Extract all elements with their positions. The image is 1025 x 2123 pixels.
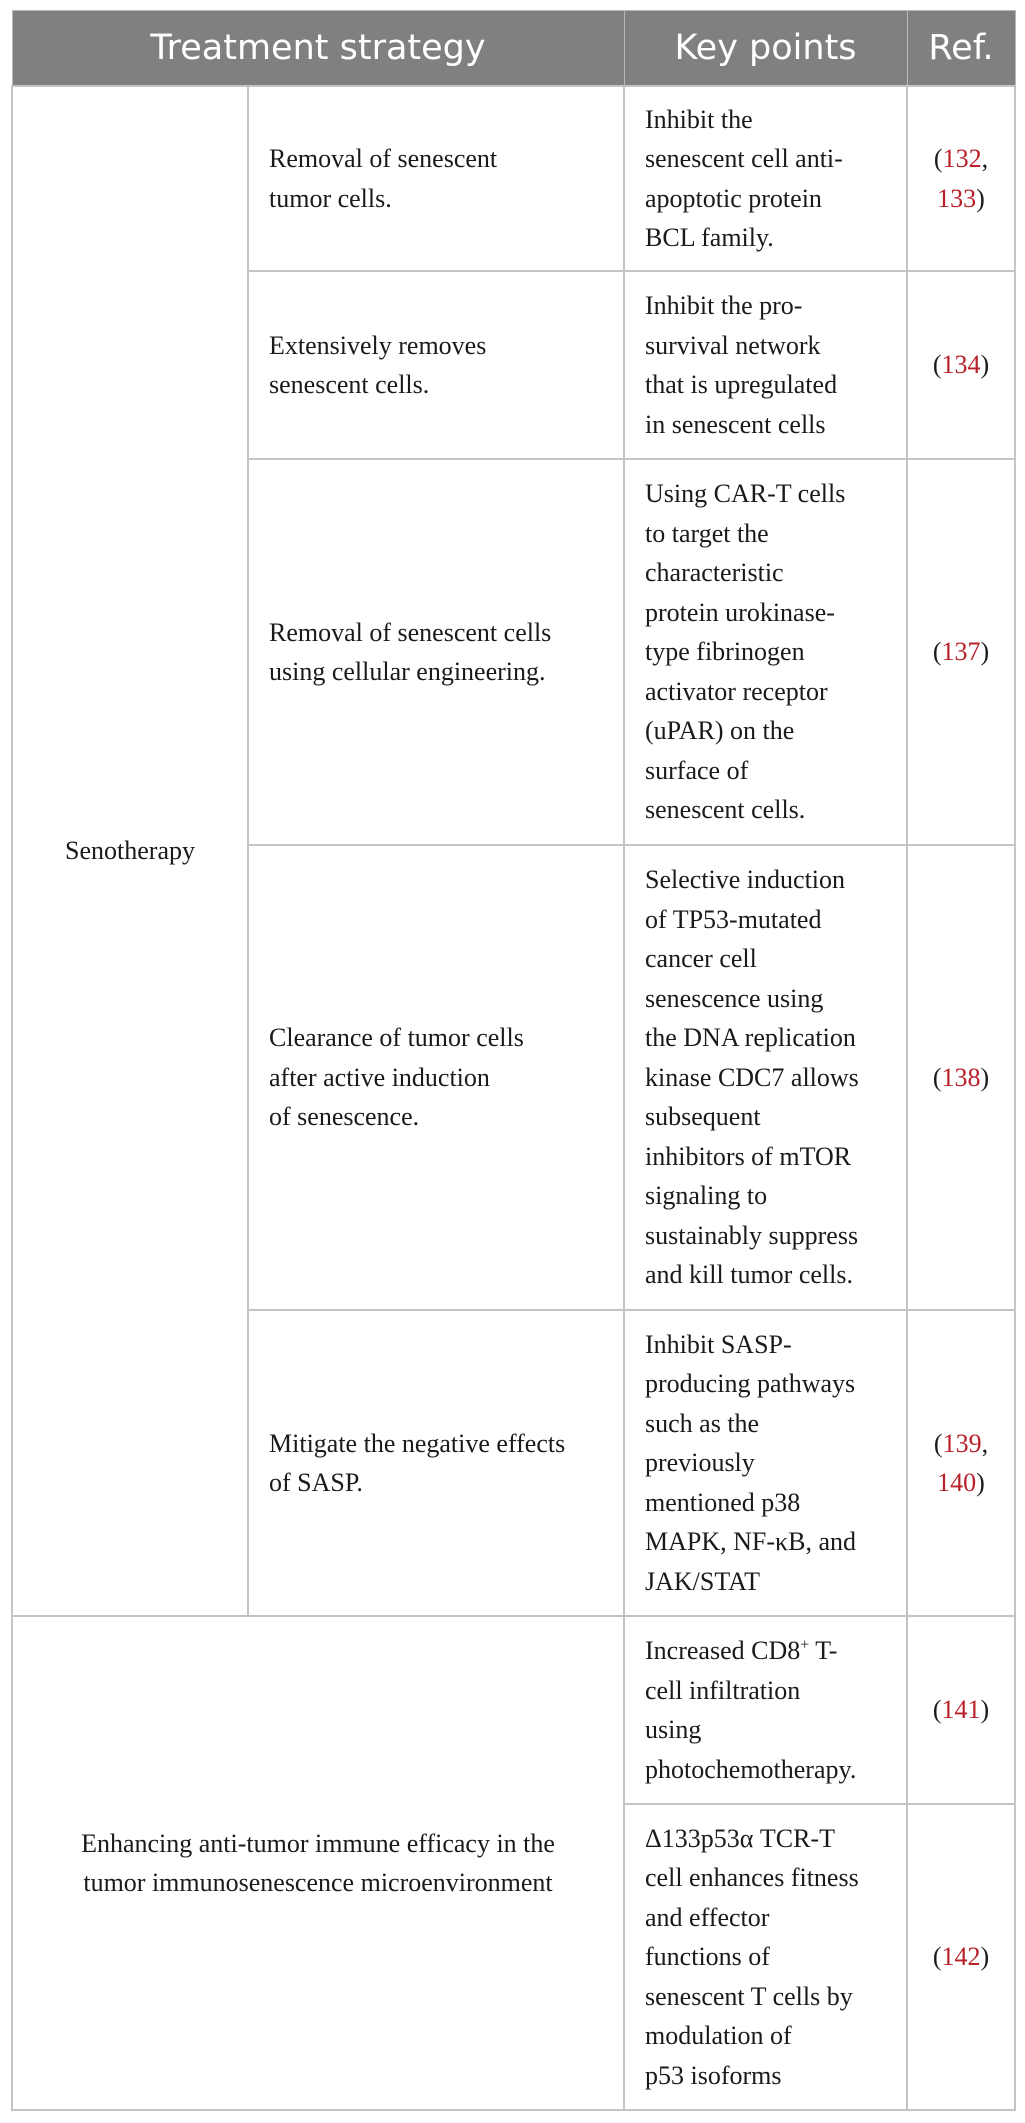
- ref-paren: (: [932, 637, 942, 667]
- ref-cell: [907, 459, 1015, 845]
- key-line: the DNA replication: [645, 1023, 856, 1053]
- ref-link[interactable]: 139: [942, 1428, 982, 1458]
- ref-paren: ): [980, 350, 990, 380]
- key-line: mentioned p38: [645, 1487, 801, 1517]
- table-row: [12, 1616, 1015, 1804]
- key-line: using: [645, 1715, 702, 1744]
- ref-link[interactable]: 132: [942, 144, 982, 173]
- ref-cell: [907, 1310, 1015, 1616]
- header-treatment-strategy: Treatment strategy: [12, 11, 624, 87]
- ref-paren: ): [980, 1062, 990, 1092]
- strategy-line: of senescence.: [269, 1102, 420, 1132]
- ref-paren: (: [933, 1428, 943, 1458]
- key-line: MAPK, NF-κB, and: [645, 1527, 857, 1557]
- table-row: [12, 86, 1015, 271]
- key-line: Inhibit the: [645, 104, 753, 134]
- key-line: (uPAR) on the: [645, 716, 795, 746]
- treatment-strategy-table: [11, 10, 1014, 2111]
- key-line: and kill tumor cells.: [645, 1260, 853, 1290]
- immune-label-line: tumor immunosenescence microenvironment: [83, 1868, 553, 1897]
- key-line: characteristic: [645, 558, 784, 588]
- ref-cell: [907, 86, 1015, 271]
- key-points-cell: [624, 1804, 907, 2110]
- key-text: Increased CD8: [645, 1636, 801, 1665]
- header-key-points: Key points: [624, 11, 907, 87]
- key-points-cell: [624, 271, 907, 459]
- key-line: kinase CDC7 allows: [645, 1062, 859, 1092]
- ref-link[interactable]: 137: [941, 637, 981, 667]
- ref-paren: (: [932, 1062, 942, 1092]
- key-line: cell infiltration: [645, 1675, 801, 1705]
- key-line: modulation of: [645, 2021, 792, 2051]
- ref-paren: ): [980, 1695, 990, 1725]
- strategy-cell: [248, 1310, 624, 1616]
- strategy-line: tumor cells.: [269, 183, 392, 213]
- ref-paren: ): [980, 1942, 990, 1972]
- ref-link[interactable]: 138: [941, 1062, 981, 1092]
- key-line: subsequent: [645, 1102, 761, 1132]
- key-line: p53 isoforms: [645, 2060, 782, 2090]
- key-points-cell: [624, 845, 907, 1310]
- key-line: senescent cells.: [645, 795, 806, 825]
- key-points-cell: [624, 1310, 907, 1616]
- key-line: cell enhances fitness: [645, 1863, 859, 1893]
- key-points-cell: [624, 1616, 907, 1804]
- strategy-cell: [248, 459, 624, 845]
- key-text: T-: [809, 1636, 838, 1665]
- ref-link[interactable]: 141: [941, 1695, 981, 1725]
- strategy-line: Mitigate the negative effects: [269, 1428, 566, 1458]
- key-line: BCL family.: [645, 223, 774, 252]
- ref-cell: [907, 1804, 1015, 2110]
- key-line: surface of: [645, 755, 749, 785]
- ref-cell: [907, 845, 1015, 1310]
- header-ref: Ref.: [907, 11, 1015, 87]
- strategy-line: Extensively removes: [269, 330, 487, 360]
- key-line: cancer cell: [645, 944, 757, 974]
- key-line: activator receptor: [645, 676, 828, 706]
- ref-paren: ): [976, 183, 985, 213]
- key-line: [645, 1631, 890, 1671]
- immune-strategy-cell: [12, 1616, 624, 2110]
- ref-cell: [907, 1616, 1015, 1804]
- ref-link[interactable]: 134: [941, 350, 981, 380]
- key-line: apoptotic protein: [645, 183, 822, 213]
- key-line: photochemotherapy.: [645, 1754, 857, 1784]
- strategy-line: Removal of senescent: [269, 144, 498, 173]
- key-points-cell: [624, 86, 907, 271]
- key-line: Using CAR-T cells: [645, 479, 846, 509]
- strategy-cell: [248, 845, 624, 1310]
- key-line: and effector: [645, 1902, 770, 1932]
- senotherapy-label: Senotherapy: [12, 86, 248, 1616]
- header-row: [12, 11, 1015, 87]
- key-line: inhibitors of mTOR: [645, 1141, 852, 1171]
- key-line: to target the: [645, 518, 769, 548]
- key-line: of TP53-mutated: [645, 904, 822, 934]
- immune-label-line: Enhancing anti-tumor immune efficacy in the: [81, 1828, 555, 1858]
- key-line: signaling to: [645, 1181, 768, 1211]
- key-points-cell: [624, 459, 907, 845]
- key-line: that is upregulated: [645, 370, 838, 399]
- ref-paren: (: [932, 1942, 942, 1972]
- ref-cell: [907, 271, 1015, 459]
- key-line: previously: [645, 1448, 755, 1478]
- ref-paren: (: [932, 350, 942, 380]
- key-line: senescent cell anti-: [645, 144, 843, 173]
- ref-separator: ,: [981, 144, 989, 173]
- strategy-line: Removal of senescent cells: [269, 617, 552, 647]
- key-line: Inhibit SASP-: [645, 1329, 792, 1359]
- ref-link[interactable]: 140: [937, 1468, 977, 1497]
- superscript: +: [800, 1636, 810, 1654]
- ref-separator: ,: [981, 1428, 989, 1458]
- table: [11, 10, 1016, 2111]
- key-line: senescence using: [645, 983, 824, 1013]
- strategy-line: using cellular engineering.: [269, 657, 546, 686]
- key-line: producing pathways: [645, 1369, 856, 1399]
- key-line: type fibrinogen: [645, 637, 805, 667]
- strategy-line: after active induction: [269, 1062, 490, 1092]
- strategy-cell: [248, 271, 624, 459]
- key-line: functions of: [645, 1942, 770, 1972]
- key-line: in senescent cells: [645, 409, 826, 439]
- ref-paren: (: [933, 144, 943, 173]
- ref-link[interactable]: 142: [941, 1942, 981, 1972]
- key-line: senescent T cells by: [645, 1981, 853, 2011]
- strategy-cell: [248, 86, 624, 271]
- key-line: protein urokinase-: [645, 597, 835, 627]
- ref-paren: (: [932, 1695, 942, 1725]
- key-line: sustainably suppress: [645, 1220, 859, 1250]
- strategy-line: senescent cells.: [269, 370, 430, 399]
- ref-paren: ): [976, 1468, 985, 1497]
- key-line: Δ133p53α TCR-T: [645, 1823, 835, 1853]
- strategy-line: Clearance of tumor cells: [269, 1023, 524, 1053]
- strategy-line: of SASP.: [269, 1468, 363, 1497]
- key-line: such as the: [645, 1408, 760, 1438]
- ref-paren: ): [980, 637, 990, 667]
- key-line: Selective induction: [645, 865, 846, 895]
- key-line: JAK/STAT: [645, 1566, 760, 1596]
- key-line: Inhibit the pro-: [645, 291, 803, 320]
- key-line: survival network: [645, 330, 821, 360]
- ref-link[interactable]: 133: [937, 183, 977, 213]
